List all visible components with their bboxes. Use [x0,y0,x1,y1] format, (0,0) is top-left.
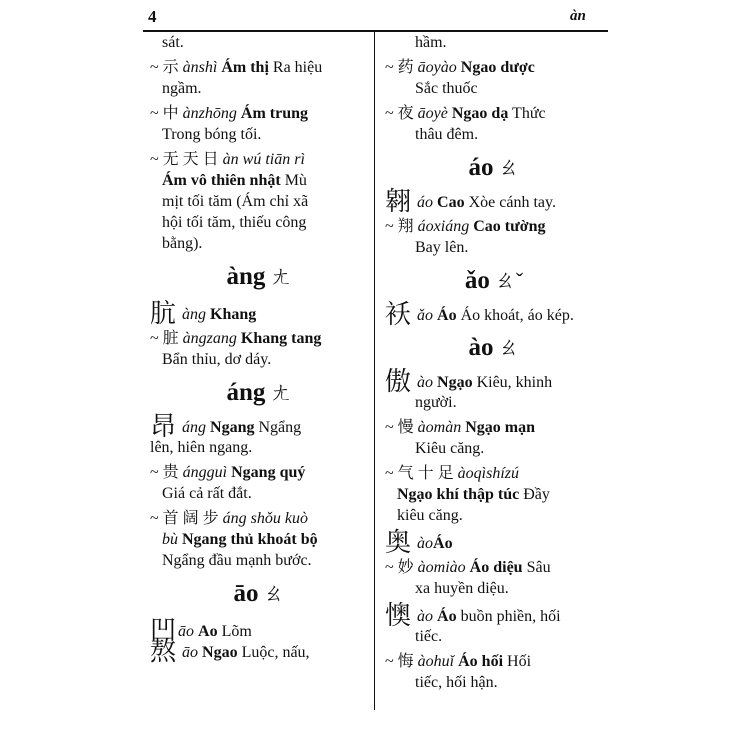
definition-text: tiếc. [415,628,443,645]
pinyin: ào [417,608,434,625]
definition-text: hầm. [415,34,447,51]
section-zhuyin: ㄤ [269,264,292,289]
definition-text: Áo khoát, áo kép. [460,307,574,324]
entry-line [385,626,603,647]
section-pinyin: àng [226,263,266,290]
definition-text: Ngẩng đầu mạnh bước. [162,552,312,569]
entry-line [385,216,603,237]
entry-line [150,78,368,99]
headword: Ngạo khí thập túc [397,486,520,503]
definition-text: hội tối tăm, thiếu công [162,214,307,231]
definition-text: Xòe cánh tay. [468,194,556,211]
definition-text: Lõm [221,623,252,640]
tilde-marker: ~ [385,218,394,235]
hanzi: 气 十 足 [397,465,454,482]
entry-line [150,437,368,458]
hanzi: 首 阔 步 [162,510,219,527]
pinyin: àohuǐ [417,653,455,670]
pinyin: áng [182,419,207,436]
definition-text: Giá cả rất đắt. [162,485,252,502]
definition-text: Ngẩng [258,419,302,436]
pinyin: āo [182,644,199,661]
definition-text: Sâu [526,559,551,576]
headword: Ao [198,623,218,640]
section-heading [385,261,603,301]
entry-line [150,57,368,78]
hanzi: 翔 [397,218,414,235]
pinyin: àngzang [182,330,237,347]
definition-text: Bẩn thỉu, dơ dáy. [162,351,272,368]
hanzi: 中 [162,105,179,122]
pinyin: áoxiáng [417,218,470,235]
entry-line [385,528,603,557]
pinyin: āoyào [417,59,457,76]
pinyin: ànshì [182,59,218,76]
entry-line [150,637,368,666]
pinyin: àn wú tiān rì [222,151,305,168]
headword: Ngạo mạn [465,419,536,436]
tilde-marker: ~ [385,465,394,482]
pinyin: ǎo [417,307,434,324]
entry-line [385,484,603,505]
entry-line [150,170,368,191]
headword: Ngao dược [460,59,535,76]
headword: Cao tường [473,218,546,235]
entry-line [385,237,603,258]
headword: Ám trung [240,105,309,122]
pinyin: áo [417,194,434,211]
entry-line [385,651,603,672]
section-pinyin: áng [226,379,266,406]
entry-line [385,57,603,78]
entry-line [385,557,603,578]
entry-line [385,300,603,329]
definition-text: mịt tối tăm (Ám chỉ xã [162,193,309,210]
hanzi: 慢 [397,419,414,436]
headword: Áo [433,535,453,552]
pinyin: àng [182,306,207,323]
entry-line [150,508,368,529]
definition-text: xa huyền diệu. [415,580,509,597]
entry-line [385,601,603,630]
pinyin: ào [417,535,434,552]
head-character: 翱 [385,187,412,216]
head-character: 熬 [150,637,177,666]
section-zhuyin: ㄠˇ [493,268,524,293]
column-divider [374,30,375,710]
section-pinyin: áo [468,154,494,181]
head-character: 袄 [385,300,412,329]
head-character: 昂 [150,412,177,441]
entry-line [385,78,603,99]
pinyin: ànzhōng [182,105,237,122]
section-heading [385,148,603,188]
head-character: 傲 [385,367,412,396]
pinyin: àomiào [417,559,466,576]
hanzi: 妙 [397,559,414,576]
entry-line [385,187,603,216]
pinyin: àomàn [417,419,462,436]
headword: Ngang quý [231,464,306,481]
entry-line [150,212,368,233]
headword: Khang tang [240,330,322,347]
entry-line [150,191,368,212]
definition-text: lên, hiên ngang. [150,439,253,456]
entry-line [385,672,603,693]
entry-line [150,149,368,170]
entry-line [385,438,603,459]
definition-text: Sắc thuốc [415,80,478,97]
tilde-marker: ~ [385,59,394,76]
headword: Ngang [210,419,255,436]
entry-line [150,328,368,349]
definition-text: sát. [162,34,184,51]
section-heading [150,373,368,413]
definition-text: Thức [512,105,546,122]
pinyin: áng shǒu kuò [222,510,308,527]
hanzi: 无 天 日 [162,151,219,168]
headword: Ngạo [437,374,473,391]
page-number: 4 [148,7,157,26]
tilde-marker: ~ [150,151,159,168]
entry-line [150,233,368,254]
definition-text: Kiêu căng. [415,440,485,457]
headword: Ngang thủ khoát bộ [182,531,318,548]
definition-text: tiếc, hối hận. [415,674,498,691]
tilde-marker: ~ [150,510,159,527]
section-pinyin: ǎo [464,267,490,294]
section-pinyin: ào [468,334,494,361]
section-heading [150,574,368,614]
tilde-marker: ~ [385,559,394,576]
left-column [150,32,368,666]
entry-line [150,124,368,145]
definition-text: Kiêu, khinh [476,374,553,391]
definition-text: Đầy [523,486,550,503]
tilde-marker: ~ [150,464,159,481]
head-character: 凹 [150,616,177,645]
tilde-marker: ~ [150,330,159,347]
headword: Cao [437,194,465,211]
running-head: àn [570,8,586,24]
tilde-marker: ~ [150,105,159,122]
entry-line [385,463,603,484]
entry-line [385,367,603,396]
section-zhuyin: ㄠ [497,335,520,360]
section-heading [150,257,368,297]
definition-text: ngầm. [162,80,202,97]
section-pinyin: āo [233,580,259,607]
entry-line [150,550,368,571]
entry-line [150,32,368,53]
pinyin: àoqìshízú [457,465,520,482]
definition-text: Trong bóng tối. [162,126,262,143]
hanzi: 夜 [397,105,414,122]
section-heading [385,328,603,368]
entry-line [150,483,368,504]
definition-text: Bay lên. [415,239,469,256]
pinyin: āo [178,623,195,640]
section-zhuyin: ㄠ [497,155,520,180]
entry-line [150,529,368,550]
entry-line [385,392,603,413]
entry-line [385,417,603,438]
entry-line [385,578,603,599]
entry-line [150,299,368,328]
headword: Ám vô thiên nhật [162,172,281,189]
entry-line [150,616,368,645]
head-character: 肮 [150,299,177,328]
entry-line [150,462,368,483]
headword: Áo hối [458,653,504,670]
tilde-marker: ~ [385,419,394,436]
definition-text: thâu đêm. [415,126,479,143]
entry-line [385,124,603,145]
headword: Ngao [202,644,238,661]
definition-text: Ra hiệu [272,59,323,76]
headword: Khang [210,306,257,323]
pinyin: ángguì [182,464,228,481]
hanzi: 贵 [162,464,179,481]
definition-text: kiêu căng. [397,507,463,524]
entry-line [150,103,368,124]
tilde-marker: ~ [150,59,159,76]
pinyin: āoyè [417,105,448,122]
definition-text: người. [415,394,457,411]
headword: Áo diệu [469,559,523,576]
entry-line [150,412,368,441]
definition-text: Hối [507,653,532,670]
hanzi: 脏 [162,330,179,347]
head-character: 奥 [385,528,412,557]
definition-text: buồn phiền, hối [460,608,561,625]
entry-line [150,349,368,370]
tilde-marker: ~ [385,105,394,122]
entry-line [385,103,603,124]
definition-text: Mù [284,172,307,189]
hanzi: 药 [397,59,414,76]
definition-text: Luộc, nấu, [241,644,310,661]
definition-text: bằng). [162,235,203,252]
right-column [385,32,603,693]
pinyin: bù [162,531,178,548]
pinyin: ào [417,374,434,391]
head-character: 懊 [385,601,412,630]
hanzi: 悔 [397,653,414,670]
entry-line [385,505,603,526]
headword: Ngao dạ [451,105,509,122]
headword: Áo [437,608,457,625]
section-zhuyin: ㄠ [262,581,285,606]
section-zhuyin: ㄤ [269,380,292,405]
headword: Ám thị [221,59,269,76]
hanzi: 示 [162,59,179,76]
entry-line [385,32,603,53]
headword: Áo [437,307,457,324]
tilde-marker: ~ [385,653,394,670]
